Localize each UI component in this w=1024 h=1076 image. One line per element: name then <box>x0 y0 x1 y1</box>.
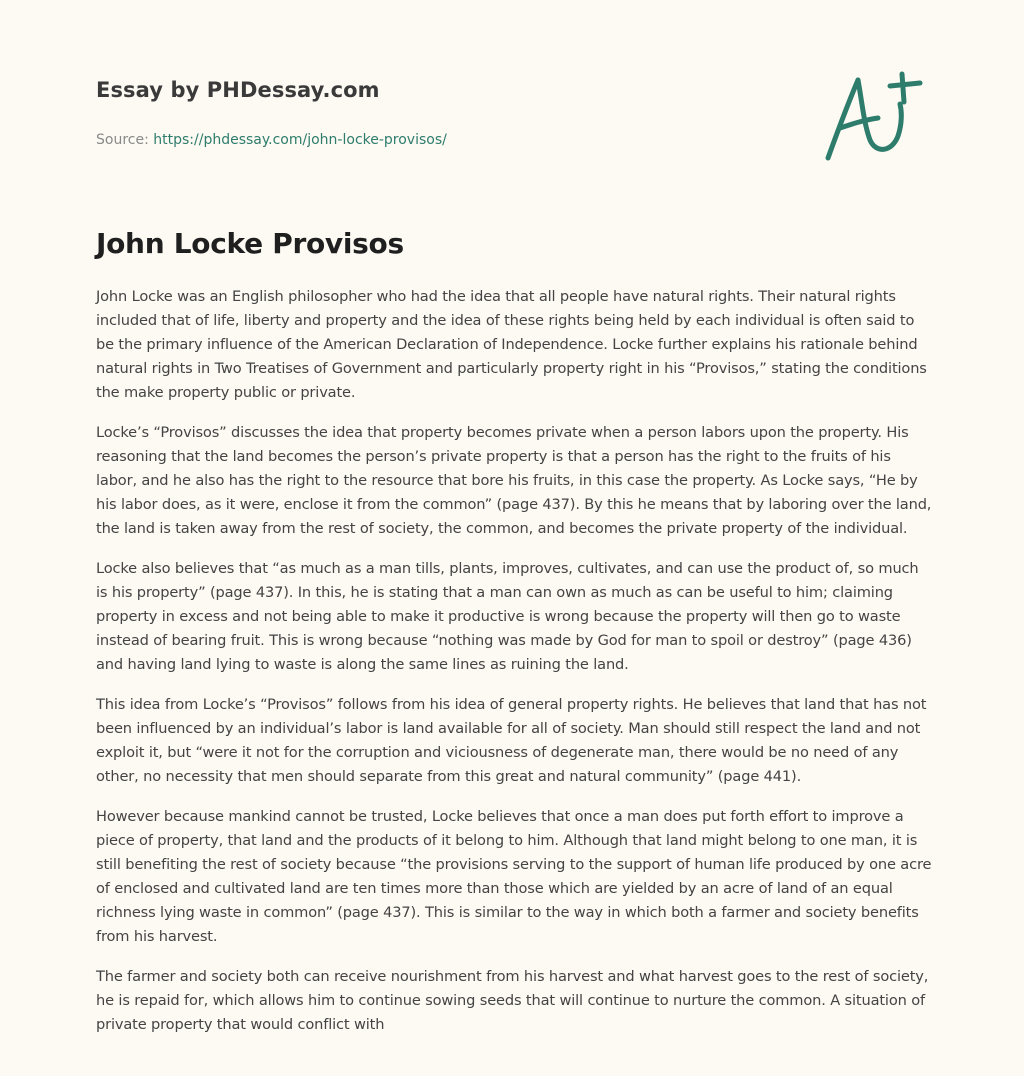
paragraph: However because mankind cannot be trusted, Locke believes that once a man does put forth effort to improve a piece of property, that land and the products of it belong to him. Although that land might belong to one man, it is still benefiting the rest of society because “the provisions serving to the support of human life produced by one acre of enclosed and cultivated land are ten times more than those which are yielded by an acre of land of an equal richness lying waste in common” (page 437). This is similar to the way in which both a farmer and society benefits from his harvest. <box>96 808 932 945</box>
a-plus-logo-icon <box>820 66 930 166</box>
source-line <box>96 130 796 150</box>
page-header <box>96 74 796 150</box>
source-link[interactable]: https://phdessay.com/john-locke-provisos/ <box>153 132 447 148</box>
article-body <box>96 285 934 1053</box>
source-label: Source: <box>96 132 154 148</box>
paragraph: This idea from Locke’s “Provisos” follows from his idea of general property rights. He believes that land that has not been influenced by an individual’s labor is land available for all of society. Man should still respect the land and not exploit it, but “were it not for the corruption and viciousness of degenerate man, there would be no need of any other, no necessity that men should separate from this great and natural community” (page 441). <box>96 696 927 785</box>
brand-title: Essay by PHDessay.com <box>96 78 380 102</box>
paragraph: John Locke was an English philosopher who had the idea that all people have natural rights. Their natural rights included that of life, liberty and property and the idea of these rights being held by each individual is often said to be the primary influence of the American Declaration of Independence. Locke further explains his rationale behind natural rights in Two Treatises of Government and particularly property right in his “Provisos,” stating the conditions the make property public or private. <box>96 288 927 401</box>
paragraph: The farmer and society both can receive nourishment from his harvest and what harvest goes to the rest of society, he is repaid for, which allows him to continue sowing seeds that will continue to nurture the common. A situation of private property that would conflict with <box>96 968 929 1033</box>
paragraph: Locke’s “Provisos” discusses the idea that property becomes private when a person labors upon the property. His reasoning that the land becomes the person’s private property is that a person has the right to the fruits of his labor, and he also has the right to the resource that bore his fruits, in this case the property. As Locke says, “He by his labor does, as it were, enclose it from the common” (page 437). By this he means that by laboring over the land, the land is taken away from the rest of society, the common, and becomes the private property of the individual. <box>96 424 932 537</box>
paragraph: Locke also believes that “as much as a man tills, plants, improves, cultivates, and can use the product of, so much is his property” (page 437). In this, he is stating that a man can own as much as can be useful to him; claiming property in excess and not being able to make it productive is wrong because the property will then go to waste instead of bearing fruit. This is wrong because “nothing was made by God for man to spoil or destroy” (page 436) and having land lying to waste is along the same lines as ruining the land. <box>96 560 919 673</box>
article-title: John Locke Provisos <box>96 227 404 260</box>
